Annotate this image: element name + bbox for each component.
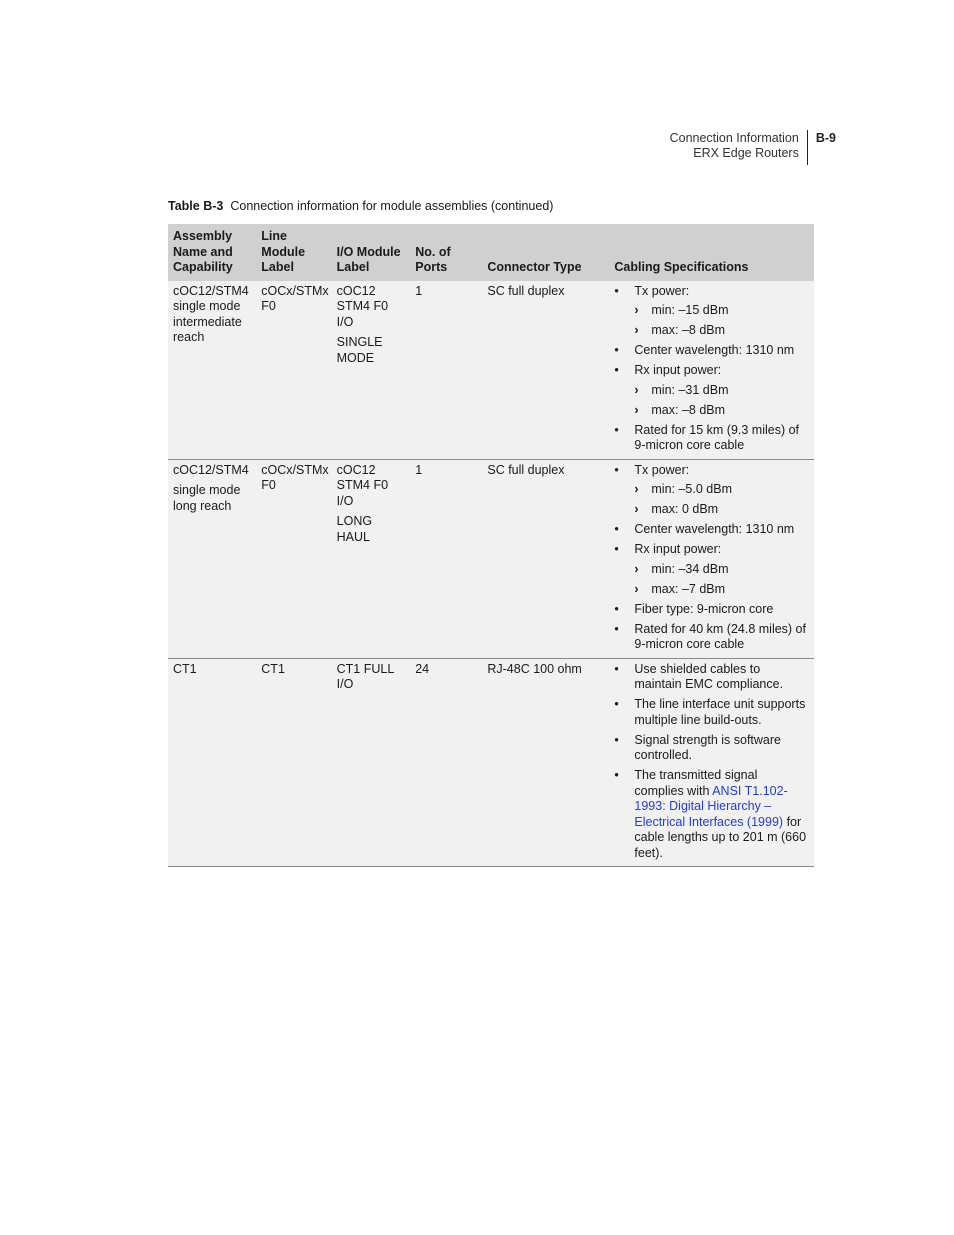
- spec-subitem: › max: –8 dBm: [634, 403, 810, 419]
- line-module-cell: cOCx/STMx F0: [256, 459, 331, 658]
- spec-subitem: › min: –31 dBm: [634, 383, 810, 399]
- connection-info-table: [168, 224, 814, 867]
- assembly-text: cOC12/STM4: [173, 462, 249, 477]
- spec-text: Rx input power:: [634, 363, 722, 377]
- spec-list: [614, 463, 810, 653]
- cabling-cell: [609, 281, 814, 460]
- connector-cell: RJ-48C 100 ohm: [482, 658, 609, 867]
- io-module-text: cOC12 STM4 F0 I/O: [336, 462, 389, 508]
- assembly-text: single mode long reach: [173, 483, 241, 513]
- spec-text: Tx power:: [634, 283, 690, 298]
- spec-list: [614, 284, 810, 454]
- cabling-cell: [609, 459, 814, 658]
- table-row: [168, 658, 814, 867]
- io-module-text: CT1 FULL I/O: [336, 661, 394, 691]
- ports-cell: 1: [410, 281, 482, 460]
- column-header-io-module: I/O Module Label: [332, 224, 411, 281]
- running-header: [670, 130, 836, 165]
- spec-text: Rx input power:: [634, 542, 722, 556]
- header-product-name: ERX Edge Routers: [693, 146, 799, 160]
- spec-subitem: › min: –34 dBm: [634, 562, 810, 578]
- spec-item: [614, 463, 810, 518]
- spec-item: • Center wavelength: 1310 nm: [614, 343, 810, 359]
- io-module-text: LONG HAUL: [336, 514, 373, 544]
- table-header-row: [168, 224, 814, 281]
- header-section-title: Connection Information: [669, 131, 799, 145]
- spec-text: Tx power:: [634, 462, 690, 477]
- line-module-cell: CT1: [256, 658, 331, 867]
- ports-cell: 1: [410, 459, 482, 658]
- spec-subitem: › max: 0 dBm: [634, 502, 810, 518]
- table-row: [168, 281, 814, 460]
- spec-item: • Center wavelength: 1310 nm: [614, 522, 810, 538]
- assembly-text: cOC12/STM4 single mode intermediate reach: [173, 283, 249, 344]
- spec-item: [614, 363, 810, 418]
- standard-reference-link[interactable]: ANSI T1.102-1993: Digital Hierarchy – Electrical Interfaces (1999): [634, 783, 788, 829]
- page-number: B-9: [815, 131, 836, 145]
- spec-item: [614, 284, 810, 339]
- spec-sublist: [634, 482, 810, 518]
- table-row: [168, 459, 814, 658]
- table-caption-text: Connection information for module assemblies (continued): [230, 199, 554, 213]
- spec-sublist: [634, 562, 810, 598]
- spec-item: • Use shielded cables to maintain EMC compliance.: [614, 662, 810, 693]
- io-module-cell: [332, 459, 411, 658]
- connector-cell: SC full duplex: [482, 459, 609, 658]
- spec-list: [614, 662, 810, 862]
- column-header-cabling: Cabling Specifications: [609, 224, 814, 281]
- line-module-cell: cOCx/STMx F0: [256, 281, 331, 460]
- spec-item: • Fiber type: 9-micron core: [614, 602, 810, 618]
- spec-subitem: › min: –5.0 dBm: [634, 482, 810, 498]
- spec-item: • The line interface unit supports multiple line build-outs.: [614, 697, 810, 728]
- column-header-assembly: Assembly Name and Capability: [168, 224, 256, 281]
- spec-subitem: › min: –15 dBm: [634, 303, 810, 319]
- spec-item: • Signal strength is software controlled.: [614, 733, 810, 764]
- spec-text: The transmitted signal complies with: [634, 768, 758, 798]
- spec-item: • Rated for 15 km (9.3 miles) of 9-micron core cable: [614, 423, 810, 454]
- cabling-cell: [609, 658, 814, 867]
- header-text: [670, 130, 807, 161]
- spec-sublist: [634, 383, 810, 419]
- spec-item: • Rated for 40 km (24.8 miles) of 9-micron core cable: [614, 622, 810, 653]
- table-caption-label: Table B-3: [168, 199, 224, 213]
- spec-subitem: › max: –7 dBm: [634, 582, 810, 598]
- assembly-cell: [168, 281, 256, 460]
- spec-item: [614, 542, 810, 597]
- assembly-cell: [168, 658, 256, 867]
- spec-sublist: [634, 303, 810, 339]
- spec-subitem: › max: –8 dBm: [634, 323, 810, 339]
- connector-cell: SC full duplex: [482, 281, 609, 460]
- io-module-text: cOC12 STM4 F0 I/O: [336, 283, 389, 329]
- table-caption: [168, 199, 553, 213]
- io-module-cell: [332, 658, 411, 867]
- spec-text: for cable lengths up to 201 m (660 feet).: [634, 814, 807, 860]
- assembly-cell: [168, 459, 256, 658]
- column-header-connector: Connector Type: [482, 224, 609, 281]
- io-module-cell: [332, 281, 411, 460]
- column-header-line-module: Line Module Label: [256, 224, 331, 281]
- ports-cell: 24: [410, 658, 482, 867]
- assembly-text: CT1: [173, 661, 197, 676]
- spec-item: [614, 768, 810, 861]
- column-header-ports: No. of Ports: [410, 224, 482, 281]
- io-module-text: SINGLE MODE: [336, 335, 383, 365]
